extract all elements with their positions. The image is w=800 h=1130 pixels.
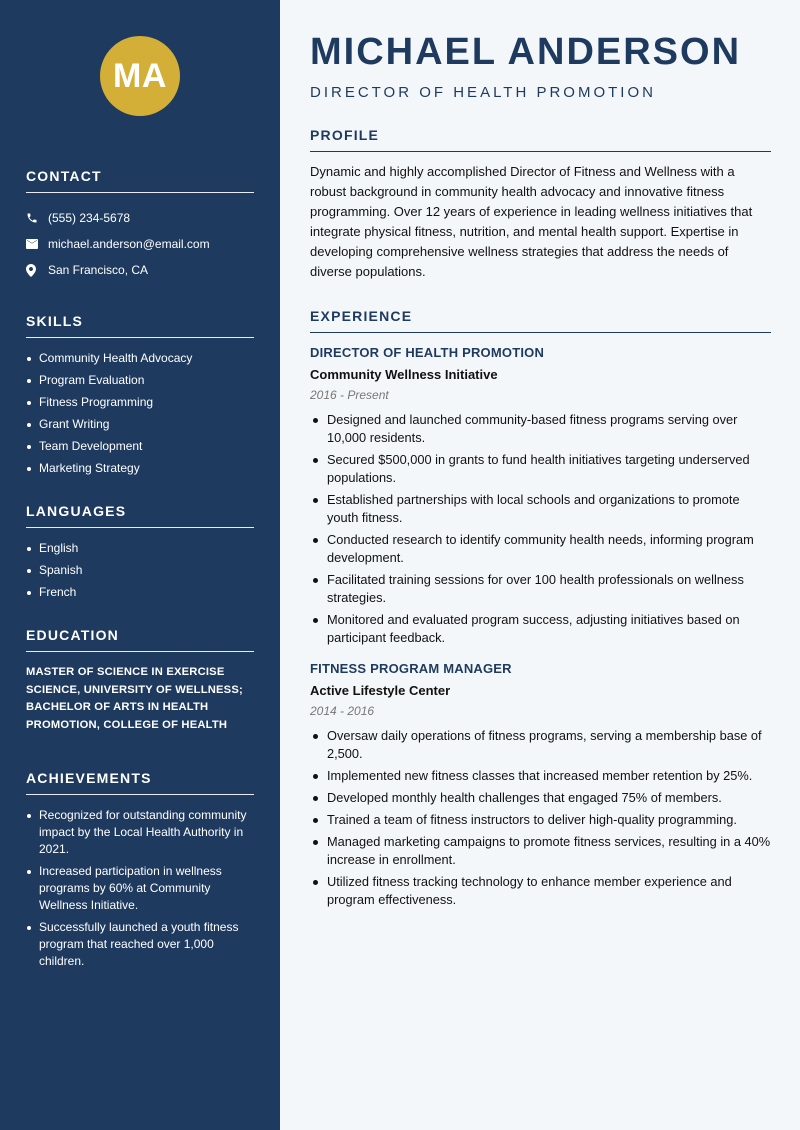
skill-item: Marketing Strategy [26,460,254,477]
skills-heading: SKILLS [26,313,254,338]
profile-heading: PROFILE [310,127,771,152]
skill-item: Program Evaluation [26,372,254,389]
language-item: English [26,540,254,557]
main-content [280,0,800,1130]
education-text: MASTER OF SCIENCE IN EXERCISE SCIENCE, UNIVERSITY OF WELLNESS; BACHELOR OF ARTS IN HEALTH PROMOTION, COLLEGE OF HEALTH [26,666,243,731]
candidate-title: DIRECTOR OF HEALTH PROMOTION [310,84,656,101]
job-bullet: Developed monthly health challenges that engaged 75% of members. [310,789,771,807]
achievement-item: Recognized for outstanding community impact by the Local Health Authority in 2021. [26,807,254,858]
achievement-item: Increased participation in wellness programs by 60% at Community Wellness Initiative. [26,863,254,914]
job-bullet: Implemented new fitness classes that increased member retention by 25%. [310,767,771,785]
job-bullet: Managed marketing campaigns to promote fitness services, resulting in a 40% increase in enrollment. [310,833,771,869]
education-section [26,627,254,734]
achievements-section [26,770,254,970]
phone-icon [26,212,48,224]
language-item: French [26,584,254,601]
sidebar [0,0,280,1130]
languages-section [26,503,254,601]
email-icon [26,239,48,249]
job-bullet: Secured $500,000 in grants to fund health initiatives targeting underserved populations. [310,451,771,487]
profile-text: Dynamic and highly accomplished Director of Fitness and Wellness with a robust background in community health advocacy and innovative fitness programming. Over 12 years of experience in leading wellness initiatives that integrate physical fitness, nutrition, and mental health support. Expertise in developing comprehensive wellness strategies that address the needs of diverse populations. [310,164,753,279]
job-bullet: Facilitated training sessions for over 100 health professionals on wellness strategies. [310,571,771,607]
avatar-initials: MA [100,36,180,116]
skill-item: Community Health Advocacy [26,350,254,367]
job-bullets [310,411,771,647]
language-item: Spanish [26,562,254,579]
job-entry [310,661,771,909]
job-bullet: Trained a team of fitness instructors to deliver high-quality programming. [310,811,771,829]
skills-section [26,313,254,477]
job-bullet: Conducted research to identify community health needs, informing program development. [310,531,771,567]
contact-location [26,257,254,283]
contact-phone [26,205,254,231]
job-bullets [310,727,771,909]
achievements-list [26,807,254,970]
job-bullet: Monitored and evaluated program success, adjusting initiatives based on participant feedback. [310,611,771,647]
profile-section [310,127,771,282]
job-bullet: Established partnerships with local schools and organizations to promote youth fitness. [310,491,771,527]
job-company: Active Lifestyle Center [310,683,451,698]
location-pin-icon [26,264,48,277]
location-text: San Francisco, CA [48,263,149,277]
phone-text: (555) 234-5678 [48,211,131,225]
education-heading: EDUCATION [26,627,254,652]
experience-heading: EXPERIENCE [310,308,771,333]
job-title: DIRECTOR OF HEALTH PROMOTION [310,345,545,360]
skill-item: Grant Writing [26,416,254,433]
languages-list [26,540,254,601]
achievement-item: Successfully launched a youth fitness program that reached over 1,000 children. [26,919,254,970]
job-bullet: Designed and launched community-based fitness programs serving over 10,000 residents. [310,411,771,447]
contact-email [26,231,254,257]
job-dates: 2014 - 2016 [310,704,375,718]
email-text: michael.anderson@email.com [48,237,210,251]
job-company: Community Wellness Initiative [310,367,498,382]
contact-heading: CONTACT [26,168,254,193]
skill-item: Team Development [26,438,254,455]
job-bullet: Oversaw daily operations of fitness programs, serving a membership base of 2,500. [310,727,771,763]
achievements-heading: ACHIEVEMENTS [26,770,254,795]
job-entry [310,345,771,647]
contact-section [26,168,254,283]
experience-section [310,308,771,909]
job-dates: 2016 - Present [310,388,389,402]
skills-list [26,350,254,477]
candidate-name: MICHAEL ANDERSON [310,31,742,73]
languages-heading: LANGUAGES [26,503,254,528]
job-title: FITNESS PROGRAM MANAGER [310,661,512,676]
job-bullet: Utilized fitness tracking technology to enhance member experience and program effectiveness. [310,873,771,909]
skill-item: Fitness Programming [26,394,254,411]
